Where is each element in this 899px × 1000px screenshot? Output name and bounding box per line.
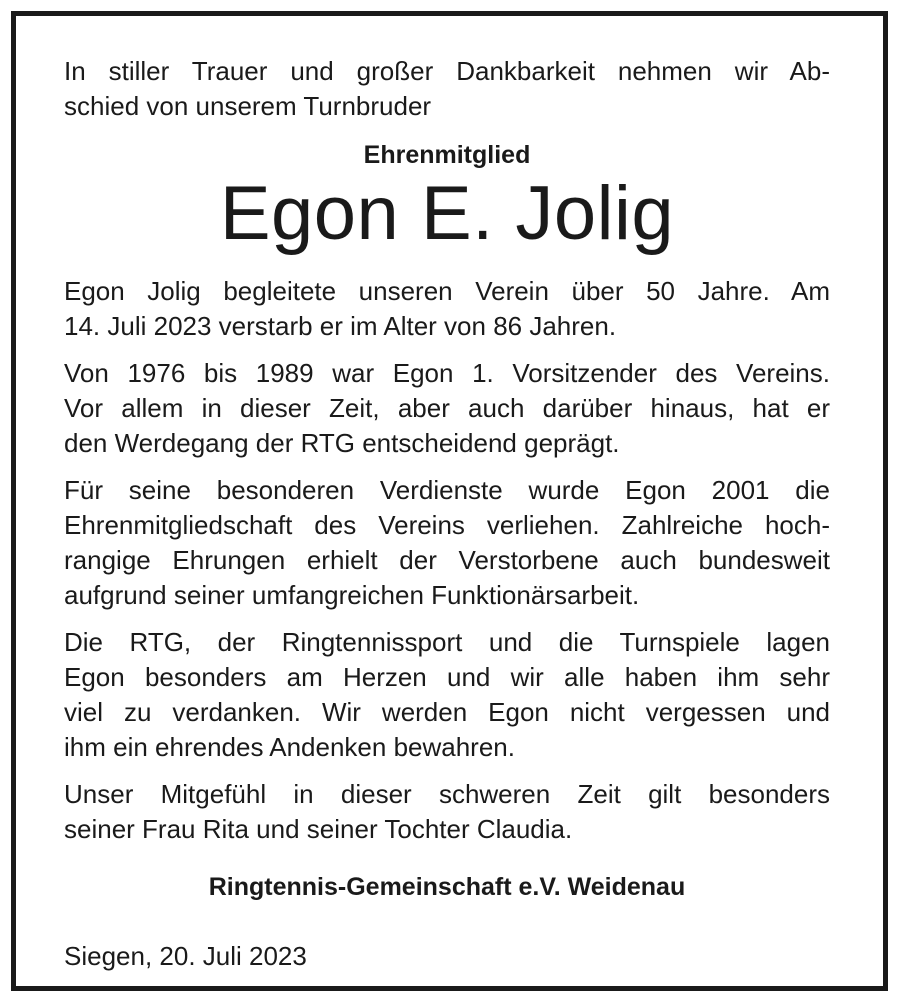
paragraph-line: Egon Jolig begleitete unseren Verein über 50 Jahre. Am <box>64 276 830 306</box>
obituary-content <box>64 54 830 972</box>
paragraph-line: rangige Ehrungen erhielt der Verstorbene auch bundesweit <box>64 545 830 575</box>
intro-paragraph <box>64 54 830 124</box>
paragraph-line: Ehrenmitgliedschaft des Vereins verliehen. Zahlreiche hoch- <box>64 510 830 540</box>
intro-line: schied von unserem Turnbruder <box>64 91 432 121</box>
obituary-frame <box>11 11 888 991</box>
paragraph-line: ihm ein ehrendes Andenken bewahren. <box>64 732 515 762</box>
body-paragraph-5 <box>64 777 830 847</box>
paragraph-line: den Werdegang der RTG entscheidend geprägt. <box>64 428 620 458</box>
paragraph-line: Egon besonders am Herzen und wir alle haben ihm sehr <box>64 662 830 692</box>
paragraph-line: Unser Mitgefühl in dieser schweren Zeit gilt besonders <box>64 779 830 809</box>
body-paragraph-2 <box>64 356 830 461</box>
body-paragraph-3 <box>64 473 830 613</box>
paragraph-line: Von 1976 bis 1989 war Egon 1. Vorsitzender des Vereins. <box>64 358 830 388</box>
intro-line: In stiller Trauer und großer Dankbarkeit nehmen wir Ab- <box>64 56 830 86</box>
paragraph-line: Die RTG, der Ringtennissport und die Turnspiele lagen <box>64 627 830 657</box>
paragraph-line: seiner Frau Rita und seiner Tochter Claudia. <box>64 814 573 844</box>
paragraph-line: 14. Juli 2023 verstarb er im Alter von 86 Jahren. <box>64 311 617 341</box>
body-paragraph-4 <box>64 625 830 765</box>
place-date: Siegen, 20. Juli 2023 <box>64 941 307 971</box>
paragraph-line: Vor allem in dieser Zeit, aber auch darüber hinaus, hat er <box>64 393 830 423</box>
deceased-name: Egon E. Jolig <box>219 171 675 256</box>
honor-title: Ehrenmitglied <box>363 141 531 169</box>
organization-signature: Ringtennis-Gemeinschaft e.V. Weidenau <box>208 873 686 901</box>
paragraph-line: aufgrund seiner umfangreichen Funktionärsarbeit. <box>64 580 640 610</box>
body-paragraph-1 <box>64 274 830 344</box>
paragraph-line: Für seine besonderen Verdienste wurde Egon 2001 die <box>64 475 830 505</box>
paragraph-line: viel zu verdanken. Wir werden Egon nicht vergessen und <box>64 697 830 727</box>
